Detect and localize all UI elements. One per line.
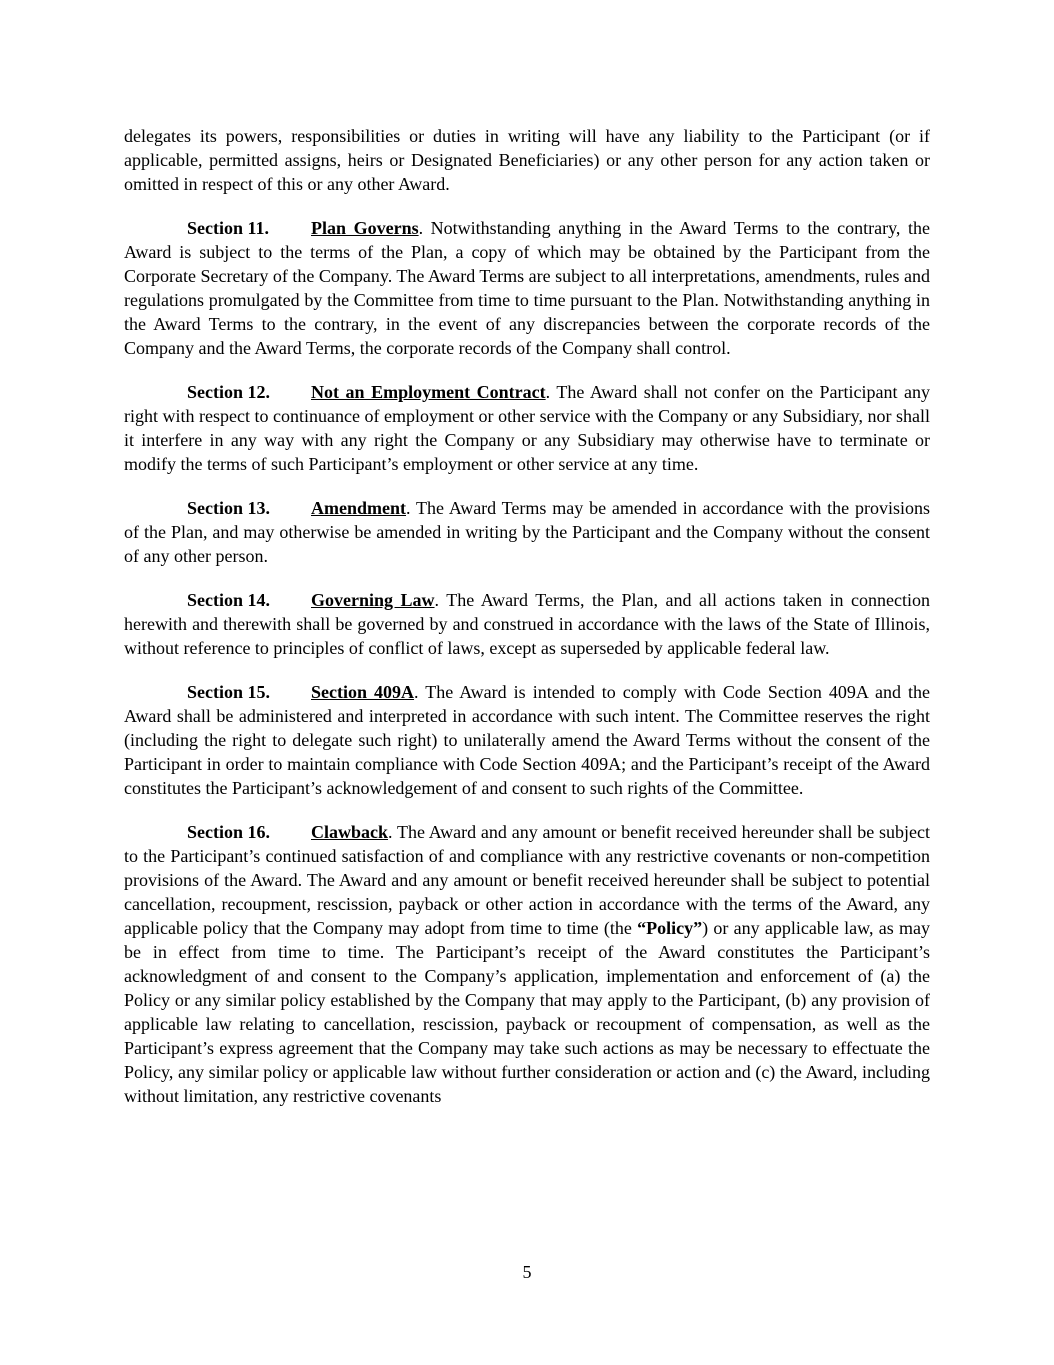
section-15-paragraph (124, 680, 930, 800)
section-text: . The Award and any amount or benefit received hereunder shall be subject to the Participant’s continued satisfaction of and compliance with any restrictive covenants or non-competition provisions of the Award. The Award and any amount or benefit received hereunder shall be subject to potential cancellation, recoupment, rescission, payback or other action in accordance with the terms of the Award, any applicable policy that the Company may adopt from time to time (the (124, 822, 930, 938)
section-13-paragraph (124, 496, 930, 568)
section-14-paragraph (124, 588, 930, 660)
section-title: Plan Governs (311, 218, 419, 238)
section-title: Not an Employment Contract (311, 382, 546, 402)
section-12-paragraph (124, 380, 930, 476)
section-number: Section 12. (187, 382, 270, 402)
section-number: Section 14. (187, 590, 270, 610)
section-number: Section 13. (187, 498, 270, 518)
section-text: . The Award Terms may be amended in accordance with the provisions of the Plan, and may otherwise be amended in writing by the Participant and the Company without the consent of any other person. (124, 498, 930, 566)
section-text: . The Award Terms, the Plan, and all actions taken in connection herewith and therewith shall be governed by and construed in accordance with the laws of the State of Illinois, without reference to principles of conflict of laws, except as superseded by applicable federal law. (124, 590, 930, 658)
section-title: Governing Law (311, 590, 435, 610)
section-number: Section 11. (187, 218, 270, 238)
section-title: Amendment (311, 498, 406, 518)
document-page (124, 124, 930, 1128)
section-title: Section 409A (311, 682, 415, 702)
section-number: Section 16. (187, 822, 270, 842)
section-text: . The Award shall not confer on the Participant any right with respect to continuance of employment or other service with the Company or any Subsidiary, nor shall it interfere in any way with any right the Company or any Subsidiary may otherwise have to terminate or modify the terms of such Participant’s employment or other service at any time. (124, 382, 931, 474)
section-11-paragraph (124, 216, 930, 360)
section-text: ) or any applicable law, as may be in effect from time to time. The Participant’s receipt of the Award constitutes the Participant’s acknowledgment of and consent to the Company’s application, implementation and enforcement of (a) the Policy or any similar policy established by the Company that may apply to the Participant, (b) any provision of applicable law relating to cancellation, rescission, payback or recoupment of compensation, as well as the Participant’s express agreement that the Company may take such actions as may be necessary to effectuate the Policy, any similar policy or applicable law without further consideration or action and (c) the Award, including without limitation, any restrictive covenants (124, 918, 930, 1106)
section-number: Section 15. (187, 682, 270, 702)
section-title: Clawback (311, 822, 389, 842)
page-number: 5 (522, 1262, 532, 1282)
defined-term: “Policy” (637, 918, 703, 938)
continuation-paragraph: delegates its powers, responsibilities or duties in writing will have any liability to the Participant (or if applicable, permitted assigns, heirs or Designated Beneficiaries) or any other person for any action taken or omitted in respect of this or any other Award. (124, 126, 930, 194)
section-16-paragraph (124, 820, 930, 1108)
section-text: . Notwithstanding anything in the Award Terms to the contrary, the Award is subject to the terms of the Plan, a copy of which may be obtained by the Participant from the Corporate Secretary of the Company. The Award Terms are subject to all interpretations, amendments, rules and regulations promulgated by the Committee from time to time pursuant to the Plan. Notwithstanding anything in the Award Terms to the contrary, in the event of any discrepancies between the corporate records of the Company and the Award Terms, the corporate records of the Company shall control. (124, 218, 931, 358)
section-text: . The Award is intended to comply with Code Section 409A and the Award shall be administered and interpreted in accordance with such intent. The Committee reserves the right (including the right to delegate such right) to unilaterally amend the Award Terms without the consent of the Participant in order to maintain compliance with Code Section 409A; and the Participant’s receipt of the Award constitutes the Participant’s acknowledgement of and consent to such rights of the Committee. (124, 682, 930, 798)
